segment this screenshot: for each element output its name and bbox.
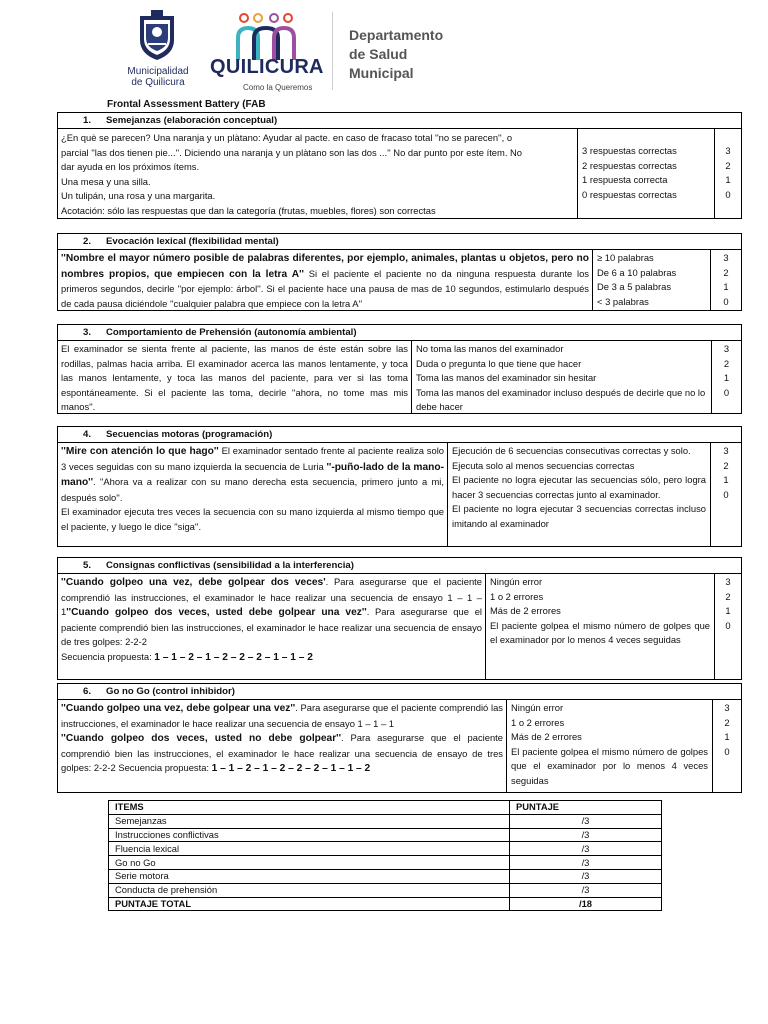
score-value: 1 [723, 281, 729, 292]
score-value: 3 [724, 702, 730, 713]
brand-name: QUILICURA [210, 56, 324, 78]
section-description [58, 443, 448, 546]
score-value: 3 [725, 145, 731, 156]
item-name: Fluencia lexical [109, 842, 510, 856]
section-header [58, 325, 741, 341]
section-criteria [486, 574, 715, 679]
description-line: Acotación: sólo las respuestas que dan la categoría (frutas, muebles, flores) son correctas [61, 204, 436, 216]
sequence-label: Secuencia propuesta: [61, 650, 155, 662]
score-value: 2 [723, 266, 729, 278]
section-description [58, 250, 593, 310]
table-row [109, 883, 662, 897]
score-summary-table [108, 800, 662, 911]
instruction-quote: ''Cuando golpeo dos veces, usted no debe golpear'' [61, 733, 342, 744]
description-line: Un tulipán, una rosa y una margarita. [61, 190, 216, 201]
section-number: 3. [83, 327, 92, 338]
section-title: Go no Go (control inhibidor) [106, 686, 235, 697]
section-secuencias-motoras [57, 426, 742, 547]
criteria-item: Ningún error [490, 576, 543, 587]
instruction-quote: ''Nombre el mayor número posible de palabras diferentes, por ejemplo, animales, plantas u objetos, pero no nombres propios, que empiecen con la letra A'' [61, 253, 589, 280]
criteria-item: Duda o pregunta lo que tiene que hacer [416, 357, 582, 369]
sequence-quote: ''-puño-lado de la mano- mano'' [61, 461, 444, 488]
section-description [58, 341, 412, 413]
item-score: /3 [510, 828, 662, 842]
criteria-item: El paciente golpea el mismo número de golpes que el examinador por lo menos 4 veces seguidas [490, 619, 710, 645]
score-value: 0 [723, 488, 729, 500]
municipality-shield-icon [136, 10, 178, 62]
criteria-item: 3 respuestas correctas [582, 145, 677, 156]
section-number: 6. [83, 686, 92, 697]
section-criteria [448, 443, 711, 546]
instruction-quote: ''Cuando golpeo dos veces, usted debe golpear una vez'' [66, 607, 367, 618]
section-prehension [57, 324, 742, 414]
instruction-quote: ''Cuando golpeo una vez, debe golpear dos veces' [61, 577, 326, 588]
section-number: 2. [83, 236, 92, 247]
criteria-item: De 3 a 5 palabras [597, 281, 672, 292]
criteria-item: Ningún error [511, 702, 564, 713]
department-name [349, 26, 443, 83]
item-name: Go no Go [109, 856, 510, 870]
criteria-item: 0 respuestas correctas [582, 188, 677, 200]
proposed-sequence: 1 – 1 – 2 – 1 – 2 – 2 – 2 – 1 – 1 – 2 [154, 651, 313, 663]
item-name: Instrucciones conflictivas [109, 828, 510, 842]
score-value: 0 [725, 188, 731, 200]
section-consignas-conflictivas [57, 557, 742, 680]
section-criteria [507, 700, 713, 792]
proposed-sequence: 1 – 1 – 2 – 1 – 2 – 2 – 2 – 1 – 1 – 2 [211, 763, 371, 774]
section-scores [715, 574, 741, 679]
section-title: Secuencias motoras (programación) [106, 429, 273, 440]
section-go-no-go [57, 683, 742, 793]
criteria-item: El paciente golpea el mismo número de golpes que el examinador por lo menos 4 veces seguidas [511, 745, 708, 786]
page-header [0, 0, 768, 98]
score-column-header: PUNTAJE [510, 801, 662, 815]
section-scores [713, 700, 741, 792]
section-header [58, 684, 741, 700]
section-description [58, 129, 578, 218]
score-value: 3 [723, 343, 730, 354]
section-criteria [593, 250, 711, 310]
criteria-item: El paciente no logra ejecutar las secuencias sólo, pero logra hacer 3 secuencias correctas junto al examinador. [452, 474, 706, 500]
table-row [109, 869, 662, 883]
section-title: Evocación lexical (flexibilidad mental) [106, 236, 279, 247]
section-criteria [412, 341, 712, 413]
section-scores [712, 341, 741, 413]
score-value: 0 [724, 745, 730, 757]
score-value: 0 [725, 619, 731, 631]
instruction-quote: ''Mire con atención lo que hago'' [61, 446, 219, 457]
description-text: . Para asegurarse que el paciente comprendió bien las instrucciones, el examinador le hace realizar una secuencia de ensayo de tres golpes: 2-2-2 [61, 606, 482, 647]
item-score: /3 [510, 883, 662, 897]
score-value: 2 [725, 159, 731, 171]
section-scores [715, 129, 741, 218]
score-value: 0 [723, 386, 730, 398]
section-description [58, 574, 486, 679]
municipality-name [108, 66, 208, 88]
criteria-item: Más de 2 errores [490, 605, 561, 616]
description-text: El examinador ejecuta tres veces la secuencia con su mano izquierda al mismo tiempo que el paciente, y luego le dice ''siga''. [61, 506, 444, 532]
total-label: PUNTAJE TOTAL [109, 897, 510, 911]
section-number: 5. [83, 560, 92, 571]
item-score: /3 [510, 842, 662, 856]
brand-tagline: Como la Queremos [243, 83, 313, 92]
criteria-item: No toma las manos del examinador [416, 343, 564, 354]
total-row [109, 897, 662, 911]
item-name: Serie motora [109, 869, 510, 883]
criteria-item: < 3 palabras [597, 295, 649, 307]
table-row [109, 842, 662, 856]
instruction-quote: ''Cuando golpeo una vez, debe golpear una vez'' [61, 703, 296, 714]
quilicura-people-logo-icon [234, 12, 298, 62]
table-row [109, 814, 662, 828]
section-title: Semejanzas (elaboración conceptual) [106, 115, 278, 126]
item-name: Conducta de prehensión [109, 883, 510, 897]
description-line: parcial ''las dos tienen pie...''. Diciendo una naranja y un plàtano son las dos ...'' No dar punto por este ítem. No [61, 146, 523, 158]
score-value: 2 [724, 716, 730, 728]
score-value: 1 [725, 174, 731, 185]
score-value: 1 [723, 372, 730, 383]
section-criteria [578, 129, 715, 218]
section-semejanzas [57, 112, 742, 219]
criteria-item: 1 o 2 errores [511, 716, 565, 728]
description-text: . Para asegurarse que el paciente comprendió las instrucciones, el examinador le hace realizar una secuencia de ensayo 1 – 1 – 1 [61, 702, 503, 729]
department-line-2: de Salud [349, 46, 408, 62]
score-value: 3 [723, 252, 729, 263]
description-line: dar ayuda en los próximos ítems. [61, 161, 200, 172]
description-line: Una mesa y una silla. [61, 175, 151, 187]
description-text: El examinador se sienta frente al paciente, las manos de éste están sobre las rodillas, palmas hacia arriba. El examinador acerca las manos lentamente, y toca las manos lentamente, y toca las manos del paciente, para ver si las toma espontáneamente. Si el paciente las toma, decirle ''ahora, no tome mas mis manos''. [61, 343, 408, 412]
department-line-3: Municipal [349, 65, 414, 81]
description-text: Si el paciente el paciente no da ninguna respuesta durante los primeros segundos, decirle ''por ejemplo: árbol''. Si el paciente hace una pausa de mas de 10 segundos, estimularlo después de cada pausa diciéndole ''cualquier palabra que empiece con la letra A'' [61, 267, 589, 309]
item-score: /3 [510, 814, 662, 828]
items-column-header: ITEMS [109, 801, 510, 815]
score-value: 2 [723, 459, 729, 471]
criteria-item: ≥ 10 palabras [597, 252, 654, 263]
section-header [58, 113, 741, 129]
department-line-1: Departamento [349, 27, 444, 43]
table-row [109, 828, 662, 842]
section-header [58, 234, 741, 250]
document-title: Frontal Assessment Battery (FAB [107, 99, 266, 110]
municipality-line-2: de Quilicura [131, 77, 185, 88]
item-score: /3 [510, 869, 662, 883]
score-value: 3 [723, 445, 729, 456]
municipality-line-1: Municipalidad [127, 66, 189, 77]
section-evocacion-lexical [57, 233, 742, 311]
score-value: 0 [723, 295, 729, 307]
score-value: 2 [723, 357, 730, 369]
item-score: /3 [510, 856, 662, 870]
criteria-item: Toma las manos del examinador incluso después de decirle que no lo debe hacer [416, 386, 706, 412]
criteria-item: 2 respuestas correctas [582, 159, 677, 171]
table-row [109, 856, 662, 870]
criteria-item: 1 o 2 errores [490, 590, 544, 602]
score-value: 3 [725, 576, 731, 587]
section-header [58, 558, 741, 574]
score-value: 2 [725, 590, 731, 602]
header-divider [332, 12, 333, 90]
section-scores [711, 443, 741, 546]
criteria-item: Ejecuta solo al menos secuencias correctas [452, 459, 635, 471]
criteria-item: El paciente no logra ejecutar 3 secuencias correctas incluso imitando al examinador [452, 503, 706, 529]
criteria-item: Ejecución de 6 secuencias consecutivas correctas y solo. [452, 445, 691, 456]
criteria-item: Toma las manos del examinador sin hesitar [416, 372, 597, 383]
section-scores [711, 250, 741, 310]
table-header-row [109, 801, 662, 815]
section-title: Consignas conflictivas (sensibilidad a la interferencia) [106, 560, 354, 571]
score-value: 1 [723, 474, 729, 485]
description-text: . ''Ahora va a realizar con su mano derecha esta secuencia, primero junto a mi, después solo''. [61, 476, 444, 503]
criteria-item: Más de 2 errores [511, 731, 582, 742]
section-number: 4. [83, 429, 92, 440]
section-description [58, 700, 507, 792]
section-header [58, 427, 741, 443]
score-value: 1 [725, 605, 731, 616]
criteria-item: 1 respuesta correcta [582, 174, 668, 185]
item-name: Semejanzas [109, 814, 510, 828]
score-value: 1 [724, 731, 730, 742]
section-number: 1. [83, 115, 92, 126]
section-title: Comportamiento de Prehensión (autonomía ambiental) [106, 327, 357, 338]
total-score: /18 [510, 897, 662, 911]
description-text: . Para asegurarse que el paciente comprendió bien las instrucciones, el examinador le hace realizar una secuencia de ensayo de tres golpes: 2-2-2 Secuencia propuesta: [61, 732, 504, 773]
description-line: ¿En què se parecen? Una naranja y un plàtano: Ayudar al pacte. en caso de fracaso total ''no se parecen'', o [61, 132, 513, 143]
criteria-item: De 6 a 10 palabras [597, 266, 677, 278]
description-text: . Para asegurarse que el paciente comprendió las instrucciones, el examinador le hace realizar una secuencia de ensayo 1 – 1 – 1 [61, 576, 483, 617]
description-text: El examinador sentado frente al paciente realiza solo 3 veces seguidas con su mano izquierda la secuencia de Luria [61, 445, 444, 472]
